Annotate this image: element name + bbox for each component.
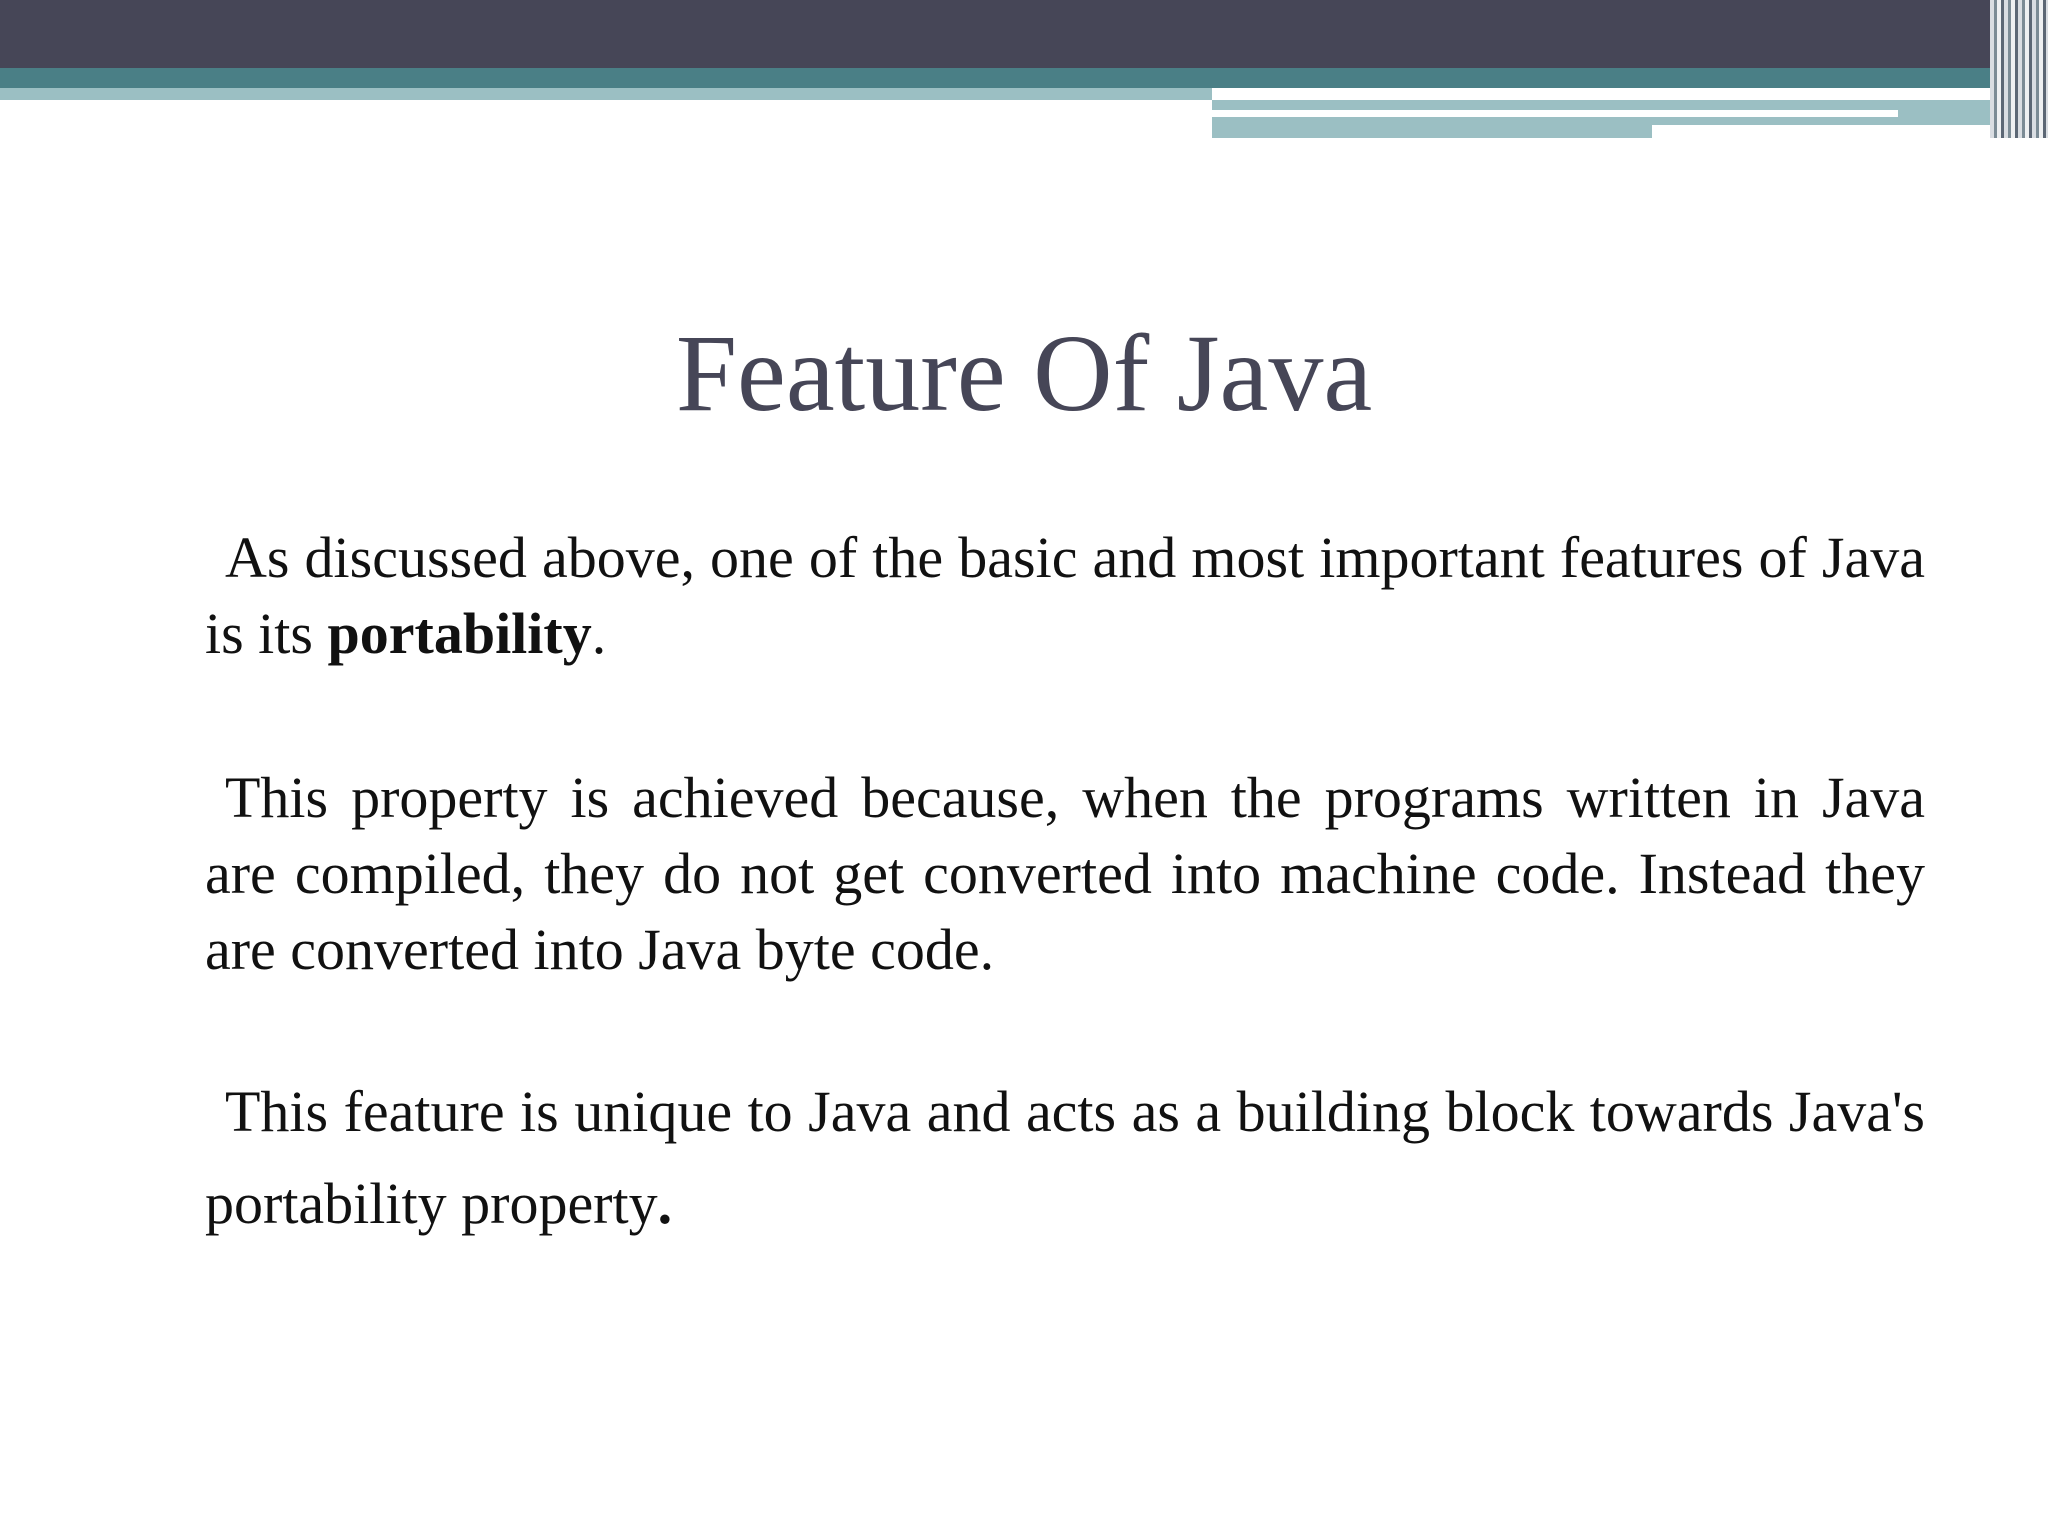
header-stripes-decoration xyxy=(1990,0,2048,138)
header-teal-bar xyxy=(0,68,1990,88)
slide-title: Feature Of Java xyxy=(675,312,1373,434)
paragraph-portability-text: As discussed above, one of the basic and most important features of Java is its xyxy=(205,525,1925,666)
portability-emphasis: portability xyxy=(327,601,592,666)
header-dark-bar xyxy=(0,0,2048,68)
header-white-line xyxy=(1212,110,1898,117)
paragraph-unique-feature xyxy=(205,1066,1925,1250)
paragraph-unique-feature-period: . xyxy=(657,1171,673,1236)
header-white-line-secondary xyxy=(1652,125,1990,131)
header-light-bar-right xyxy=(1212,100,1652,138)
paragraph-portability xyxy=(205,520,1925,672)
paragraph-unique-feature-text: This feature is unique to Java and acts as a building block towards Java's portability property xyxy=(205,1079,1925,1236)
slide-body xyxy=(205,520,1925,1338)
paragraph-byte-code: This property is achieved because, when the programs written in Java are compiled, they do not get converted into machine code. Instead they are converted into Java byte code. xyxy=(205,765,1925,982)
header-light-bar-left xyxy=(0,88,1212,100)
slide-header-band xyxy=(0,0,2048,140)
paragraph-portability-end: . xyxy=(591,601,607,666)
